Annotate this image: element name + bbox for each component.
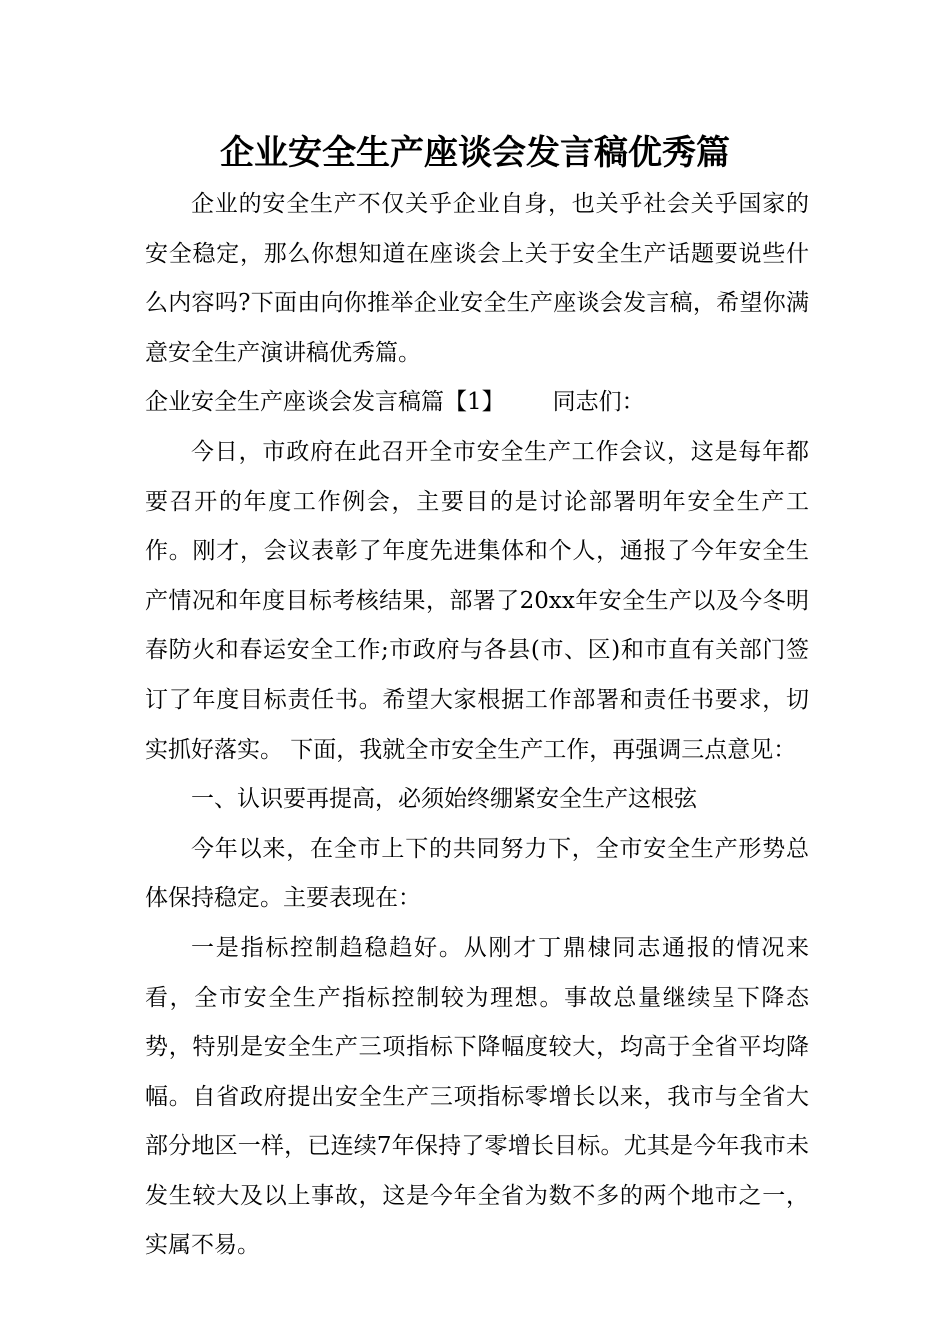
paragraph-point-one-heading: 一、认识要再提高，必须始终绷紧安全生产这根弦 (191, 786, 697, 813)
intro-paragraph: 企业的安全生产不仅关乎企业自身，也关乎社会关乎国家的安全稳定，那么你想知道在座谈会上关于安全生产话题要说些什么内容吗?下面由向你推举企业安全生产座谈会发言稿，希望你满意安全生产演讲稿优秀篇。 (145, 191, 809, 366)
document-title: 企业安全生产座谈会发言稿优秀篇 (220, 133, 730, 173)
document-body (145, 180, 809, 1271)
section-heading: 企业安全生产座谈会发言稿篇【1】 (145, 389, 505, 416)
paragraph-indicators: 一是指标控制趋稳趋好。从刚才丁鼎棣同志通报的情况来看，全市安全生产指标控制较为理想。事故总量继续呈下降态势，特别是安全生产三项指标下降幅度较大，均高于全省平均降幅。自省政府提出安全生产三项指标零增长以来，我市与全省大部分地区一样，已连续7年保持了零增长目标。尤其是今年我市未发生较大及以上事故，这是今年全省为数不多的两个地市之一，实属不易。 (145, 934, 809, 1259)
paragraph-overview: 今年以来，在全市上下的共同努力下，全市安全生产形势总体保持稳定。主要表现在： (145, 835, 809, 912)
section-heading-line (145, 378, 809, 428)
paragraph-opening: 今日，市政府在此召开全市安全生产工作会议，这是每年都要召开的年度工作例会，主要目的是讨论部署明年安全生产工作。刚才，会议表彰了年度先进集体和个人，通报了今年安全生产情况和年度目标考核结果，部署了20xx年安全生产以及今冬明春防火和春运安全工作;市政府与各县(市、区)和市直有关部门签订了年度目标责任书。希望大家根据工作部署和责任书要求，切实抓好落实。 下面，我就全市安全生产工作，再强调三点意见： (145, 438, 809, 763)
salutation: 同志们： (552, 389, 645, 416)
